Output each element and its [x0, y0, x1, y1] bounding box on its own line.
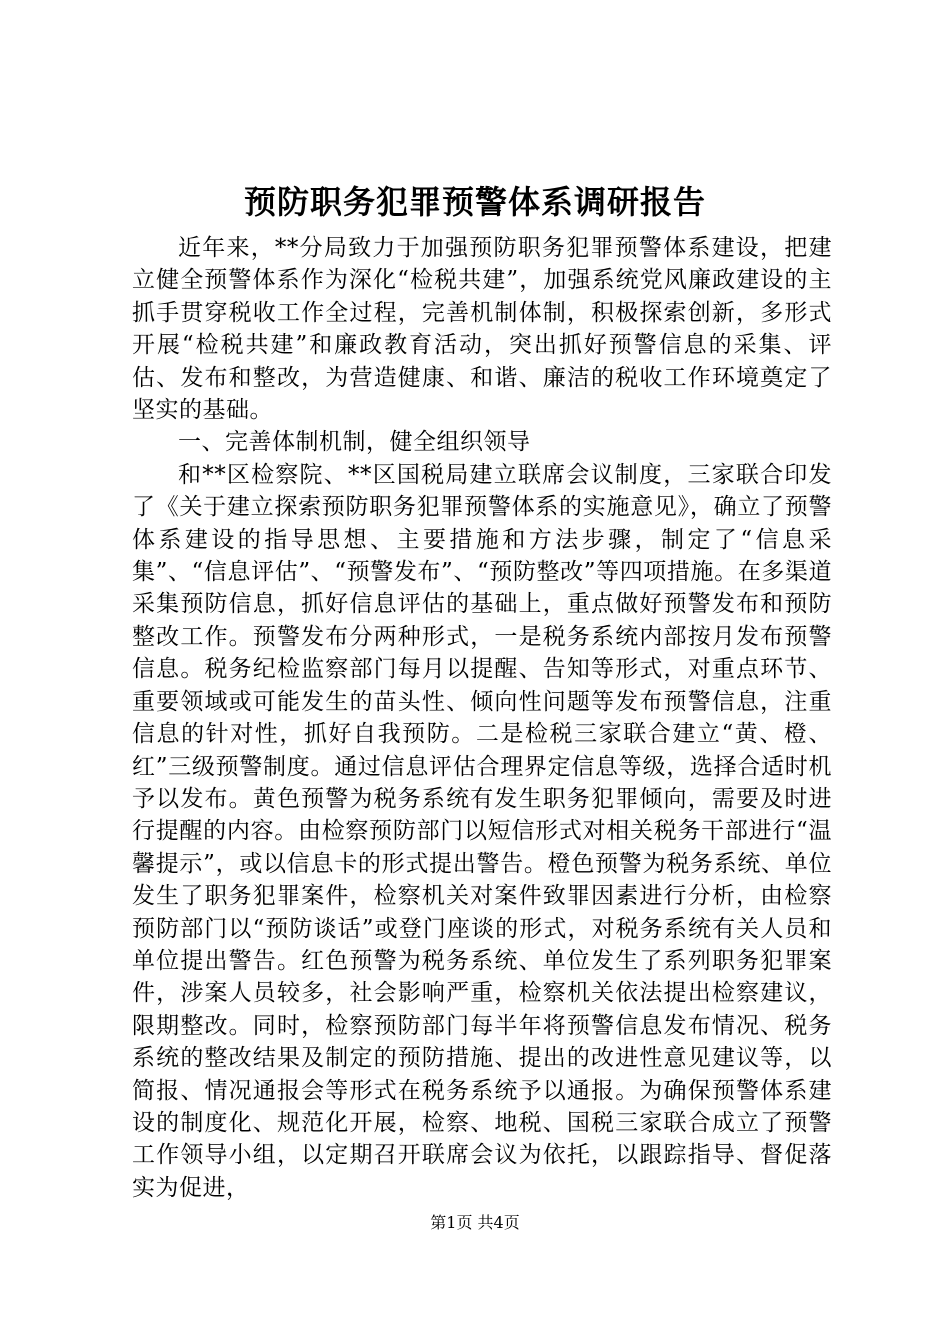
- document-title: 预防职务犯罪预警体系调研报告: [243, 183, 706, 221]
- page-footer: 第1页 共4页: [430, 1213, 520, 1232]
- document-body: [132, 232, 832, 1204]
- paragraph-intro: 近年来，**分局致力于加强预防职务犯罪预警体系建设，把建立健全预警体系作为深化“检税共建”，加强系统党风廉政建设的主抓手贯穿税收工作全过程，完善机制体制，积极探索创新，多形式开展“检税共建”和廉政教育活动，突出抓好预警信息的采集、评估、发布和整改，为营造健康、和谐、廉洁的税收工作环境奠定了坚实的基础。: [132, 235, 832, 424]
- paragraph-section-1: 和**区检察院、**区国税局建立联席会议制度，三家联合印发了《关于建立探索预防职务犯罪预警体系的实施意见》，确立了预警体系建设的指导思想、主要措施和方法步骤，制定了“信息采集”、“信息评估”、“预警发布”、“预防整改”等四项措施。在多渠道采集预防信息，抓好信息评估的基础上，重点做好预警发布和预防整改工作。预警发布分两种形式，一是税务系统内部按月发布预警信息。税务纪检监察部门每月以提醒、告知等形式，对重点环节、重要领域或可能发生的苗头性、倾向性问题等发布预警信息，注重信息的针对性，抓好自我预防。二是检税三家联合建立“黄、橙、红”三级预警制度。通过信息评估合理界定信息等级，选择合适时机予以发布。黄色预警为税务系统有发生职务犯罪倾向，需要及时进行提醒的内容。由检察预防部门以短信形式对相关税务干部进行“温馨提示”，或以信息卡的形式提出警告。橙色预警为税务系统、单位发生了职务犯罪案件，检察机关对案件致罪因素进行分析，由检察预防部门以“预防谈话”或登门座谈的形式，对税务系统有关人员和单位提出警告。红色预警为税务系统、单位发生了系列职务犯罪案件，涉案人员较多，社会影响严重，检察机关依法提出检察建议，限期整改。同时，检察预防部门每半年将预警信息发布情况、税务系统的整改结果及制定的预防措施、提出的改进性意见建议等，以简报、情况通报会等形式在税务系统予以通报。为确保预警体系建设的制度化、规范化开展，检察、地税、国税三家联合成立了预警工作领导小组，以定期召开联席会议为依托，以跟踪指导、督促落实为促进，: [132, 461, 832, 1201]
- section-heading-1: 一、完善体制机制，健全组织领导: [178, 429, 531, 456]
